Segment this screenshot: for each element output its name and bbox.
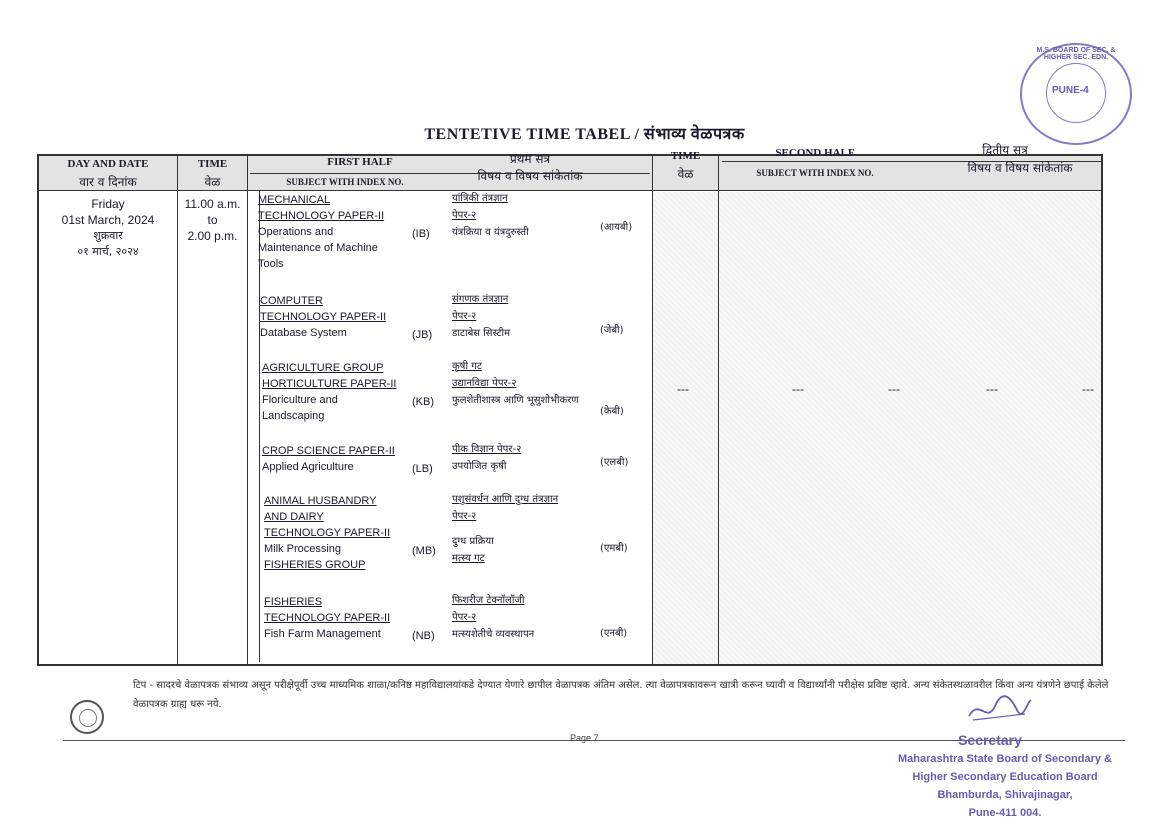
subject-en-block — [264, 493, 414, 573]
header-second-half-mr: द्वितीय सत्र — [982, 143, 1028, 157]
subject-code-mr: (आयबी) — [600, 222, 633, 233]
signature-address — [880, 750, 1130, 822]
subject-en-line: Operations and — [258, 226, 334, 238]
day-date-cell — [39, 196, 177, 260]
subject-code-mr: (एलबी) — [600, 457, 629, 468]
dash-second-3: --- — [986, 382, 998, 396]
dash-second-1: --- — [792, 382, 804, 396]
header-time2-mr: वेळ — [677, 167, 694, 181]
subject-en-line: Database System — [260, 327, 347, 339]
subject-en-line: Fish Farm Management — [264, 628, 381, 640]
subject-en-block — [258, 192, 408, 272]
subject-index-code: (NB) — [412, 630, 435, 642]
subject-en-line: TECHNOLOGY PAPER-II — [260, 311, 387, 323]
subject-index-code: (KB) — [412, 396, 434, 408]
subject-mr-line: पेपर-२ — [452, 311, 477, 322]
subject-en-line: FISHERIES GROUP — [264, 559, 366, 571]
subject-en-line: AND DAIRY — [264, 511, 324, 523]
subject-mr-line: पेपर-२ — [452, 612, 477, 623]
subject-en-block — [262, 443, 412, 475]
subject-en-line: TECHNOLOGY PAPER-II — [264, 612, 391, 624]
header-subject-mr: विषय व विषय सांकेतांक — [477, 169, 583, 183]
subject-en-block — [264, 594, 414, 642]
header-subject-en: SUBJECT WITH INDEX NO. — [286, 177, 404, 187]
signature-line: Pune-411 004. — [968, 807, 1042, 819]
subject-code-mr: (एनबी) — [600, 628, 628, 639]
subject-en-line: Maintenance of Machine — [258, 242, 378, 254]
subject-index-code: (LB) — [412, 463, 433, 475]
subject-mr-line: मत्स्य गट — [452, 553, 485, 564]
header-day-date-en: DAY AND DATE — [67, 158, 149, 170]
dash-second-4: --- — [1082, 382, 1094, 396]
footer-note: टिप - सादरचे वेळापत्रक संभाव्य असून परीक्षेपूर्वी उच्च माध्यमिक शाळा/कनिष्ठ महाविद्यालयांकडे देण्यात येणारे छापील वेळापत्रक अंतिम असेल. त्या वेळापत्रकावरून खात्री करून घ्यावी व विद्यार्थ्यांनी परीक्षेस प्रविष्ट व्हावे. अन्य संकेतस्थळावरील किंवा अन्य यंत्रणेने छपाई केलेले वेळापत्रक ग्राह्य धरू नये. — [133, 680, 1109, 710]
subject-mr-line: यांत्रिकी तंत्रज्ञान — [452, 193, 508, 204]
subject-index-code: (MB) — [412, 545, 436, 557]
board-logo — [70, 700, 104, 734]
subject-en-block — [262, 360, 412, 424]
subject-index-code: (IB) — [412, 228, 430, 240]
subject-mr-line: पेपर-२ — [452, 210, 477, 221]
subject-mr-line: कृषी गट — [452, 361, 482, 372]
subject-mr-line: पशुसंवर्धन आणि दुग्ध तंत्रज्ञान — [452, 494, 559, 505]
header-subject2-mr: विषय व विषय सांकेतांक — [967, 161, 1073, 175]
subject-en-line: Landscaping — [262, 410, 325, 422]
board-seal — [1020, 43, 1132, 145]
col-divider — [718, 154, 719, 666]
header-first-half-mr: प्रथम सत्र — [509, 152, 551, 166]
signature-role: Secretary — [958, 732, 1022, 748]
board-logo-inner — [79, 709, 97, 727]
subject-mr-line: पीक विज्ञान पेपर-२ — [452, 444, 522, 455]
subject-en-line: COMPUTER — [260, 295, 323, 307]
header-time-en: TIME — [197, 158, 228, 170]
subject-mr-line: डाटाबेस सिस्टीम — [452, 328, 511, 339]
subject-en-line: Applied Agriculture — [262, 461, 354, 473]
subject-en-line: FISHERIES — [264, 596, 323, 608]
dash-second-2: --- — [888, 382, 900, 396]
header-time2-en: TIME — [670, 150, 701, 162]
subject-en-block — [260, 293, 410, 341]
page-number: Page 7 — [570, 733, 599, 743]
dash-time2: --- — [677, 382, 689, 396]
header-subject2-en: SUBJECT WITH INDEX NO. — [756, 168, 874, 178]
subject-en-line: HORTICULTURE PAPER-II — [262, 378, 397, 390]
subject-en-line: MECHANICAL — [258, 194, 331, 206]
date-mr: ०१ मार्च, २०२४ — [77, 245, 139, 258]
subject-en-line: TECHNOLOGY PAPER-II — [264, 527, 391, 539]
subject-code-mr: (केबी) — [600, 406, 624, 417]
time-end: 2.00 p.m. — [187, 229, 238, 243]
second-half-area — [653, 192, 1101, 664]
subject-mr-line: फुलशेतीशास्त्र आणि भूसुशोभीकरण — [452, 395, 579, 406]
signature-line: Maharashtra State Board of Secondary & — [898, 753, 1112, 765]
subject-mr-line: फिशरीज टेक्नॉलॉजी — [452, 595, 525, 606]
subject-code-mr: (जेबी) — [600, 325, 624, 336]
header-second-half-en: SECOND HALF — [775, 147, 855, 159]
subject-mr-line: मत्स्यशेतीचे व्यवस्थापन — [452, 629, 535, 640]
subject-code-mr: (एमबी) — [600, 543, 628, 554]
subject-en-line: ANIMAL HUSBANDRY — [264, 495, 377, 507]
signature-line: Higher Secondary Education Board — [912, 771, 1098, 783]
subject-mr-line: उपयोजित कृषी — [452, 461, 507, 472]
time-cell — [178, 196, 247, 244]
time-start: 11.00 a.m. — [184, 197, 241, 211]
signature-line: Bhamburda, Shivajinagar, — [937, 789, 1073, 801]
col-divider — [247, 154, 248, 666]
subject-en-line: Floriculture and — [262, 394, 338, 406]
header-day-date-mr: वार व दिनांक — [79, 175, 137, 189]
time-to: to — [207, 213, 218, 227]
date-en: 01st March, 2024 — [61, 213, 155, 227]
subject-en-line: CROP SCIENCE PAPER-II — [262, 445, 395, 457]
col-divider — [652, 154, 653, 666]
header-time-mr: वेळ — [204, 175, 221, 189]
subject-mr-line: उद्यानविद्या पेपर-२ — [452, 378, 517, 389]
subject-mr-line: यंत्रक्रिया व यंत्रदुरुस्ती — [452, 227, 529, 238]
subject-en-line: Milk Processing — [264, 543, 342, 555]
subject-mr-line: दुग्ध प्रक्रिया — [452, 536, 494, 547]
page-title: TENTETIVE TIME TABEL / संभाव्य वेळपत्रक — [424, 126, 745, 143]
header-first-half-en: FIRST HALF — [327, 156, 393, 168]
signature-svg — [965, 694, 1035, 724]
subject-en-line: TECHNOLOGY PAPER-II — [258, 210, 385, 222]
day-mr: शुक्रवार — [93, 229, 123, 242]
subject-mr-line: संगणक तंत्रज्ञान — [452, 294, 509, 305]
subject-mr-line: पेपर-२ — [452, 511, 477, 522]
subject-en-line: AGRICULTURE GROUP — [262, 362, 384, 374]
seal-center-text: PUNE-4 — [1052, 85, 1089, 96]
subject-en-line: Tools — [258, 258, 284, 270]
day-en: Friday — [91, 197, 125, 211]
subject-mr-block — [452, 358, 642, 409]
subject-index-code: (JB) — [412, 329, 433, 341]
seal-ring-text: M.S. BOARD OF SEC. & HIGHER SEC. EDN. — [1036, 47, 1116, 61]
signature-mark — [965, 694, 1035, 724]
